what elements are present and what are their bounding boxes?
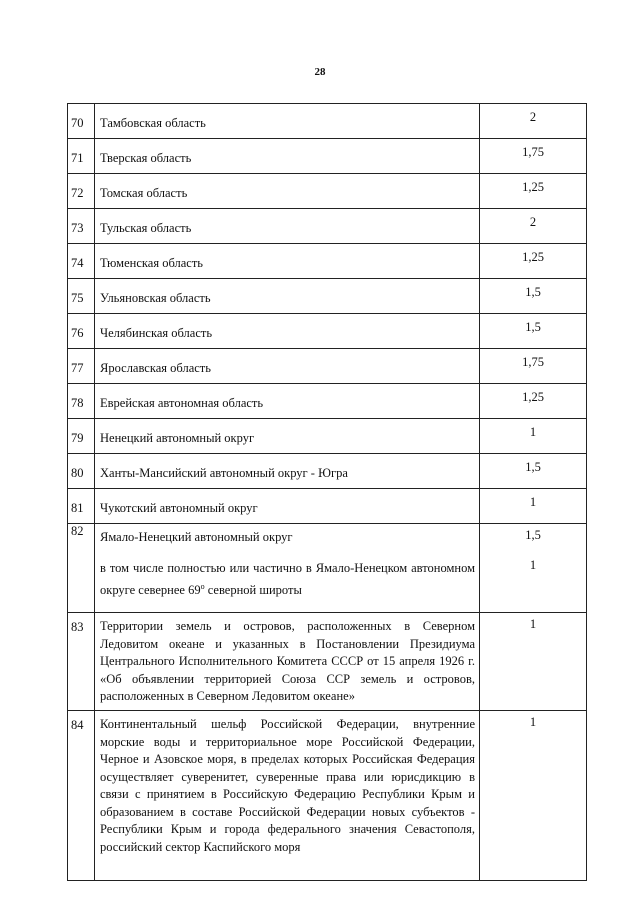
region-name: Томская область bbox=[95, 174, 480, 209]
table-row bbox=[68, 244, 587, 279]
row-number: 84 bbox=[68, 711, 95, 881]
region-name: Территории земель и островов, расположенных в Северном Ледовитом океане и указанных в Постановлении Президиума Центрального Исполнительного Комитета СССР от 15 апреля 1926 г. «Об объявлении территорией Союза ССР земель и островов, расположенных в Северном Ледовитом океане» bbox=[95, 613, 480, 711]
region-name-cell bbox=[95, 524, 480, 613]
row-number: 77 bbox=[68, 349, 95, 384]
coefficient-value: 1,5 bbox=[480, 279, 587, 314]
row-number: 75 bbox=[68, 279, 95, 314]
row-number: 76 bbox=[68, 314, 95, 349]
coefficient-value: 1 bbox=[480, 489, 587, 524]
row-number: 72 bbox=[68, 174, 95, 209]
coefficient-value: 1,5 bbox=[480, 454, 587, 489]
row-number: 83 bbox=[68, 613, 95, 711]
coefficient-value: 1 bbox=[480, 711, 587, 881]
table-row bbox=[68, 139, 587, 174]
region-subnote bbox=[100, 556, 475, 599]
row-number: 71 bbox=[68, 139, 95, 174]
page-number: 28 bbox=[314, 66, 326, 78]
row-number: 70 bbox=[68, 104, 95, 139]
table-row bbox=[68, 209, 587, 244]
region-name: Ульяновская область bbox=[95, 279, 480, 314]
coefficient-value: 2 bbox=[480, 104, 587, 139]
table-row bbox=[68, 419, 587, 454]
table-row bbox=[68, 314, 587, 349]
region-name: Ненецкий автономный округ bbox=[95, 419, 480, 454]
region-name: Тамбовская область bbox=[95, 104, 480, 139]
region-name: Тюменская область bbox=[95, 244, 480, 279]
table-row bbox=[68, 489, 587, 524]
coefficient-value: 1,5 bbox=[480, 314, 587, 349]
table-row bbox=[68, 454, 587, 489]
coefficient-value: 1,25 bbox=[480, 174, 587, 209]
region-subnote-text: в том числе полностью или частично в Ямало-Ненецком автономном округе севернее 69 bbox=[100, 561, 475, 597]
region-name: Чукотский автономный округ bbox=[95, 489, 480, 524]
coefficient-value: 1,75 bbox=[480, 349, 587, 384]
row-number: 81 bbox=[68, 489, 95, 524]
region-name: Континентальный шельф Российской Федерации, внутренние морские воды и территориальное море Российской Федерации, Черное и Азовское моря, в пределах которых Российская Федерация осуществляет суверенитет, суверенные права или юрисдикцию в связи с принятием в Российскую Федерацию Республики Крым и образованием в составе Российской Федерации новых субъектов - Республики Крым и города федерального значения Севастополя, российский сектор Каспийского моря bbox=[95, 711, 480, 881]
row-number: 82 bbox=[68, 524, 95, 613]
table-row bbox=[68, 279, 587, 314]
region-name: Ямало-Ненецкий автономный округ bbox=[100, 530, 293, 544]
degree-mark: о bbox=[200, 581, 205, 591]
row-number: 80 bbox=[68, 454, 95, 489]
region-name: Челябинская область bbox=[95, 314, 480, 349]
coefficient-value: 1 bbox=[480, 613, 587, 711]
table-row-84 bbox=[68, 711, 587, 881]
row-number: 73 bbox=[68, 209, 95, 244]
regions-table bbox=[67, 103, 587, 881]
coefficient-cell bbox=[480, 524, 587, 613]
region-subnote-tail: северной широты bbox=[204, 582, 302, 597]
region-name: Ханты-Мансийский автономный округ - Югра bbox=[95, 454, 480, 489]
coefficient-value: 1,5 bbox=[525, 528, 541, 542]
table-row bbox=[68, 349, 587, 384]
coefficient-subvalue: 1 bbox=[529, 558, 537, 572]
row-number: 78 bbox=[68, 384, 95, 419]
region-name: Ярославская область bbox=[95, 349, 480, 384]
region-name: Еврейская автономная область bbox=[95, 384, 480, 419]
table-row-82 bbox=[68, 524, 587, 613]
table-row-83 bbox=[68, 613, 587, 711]
coefficient-value: 1 bbox=[480, 419, 587, 454]
table-row bbox=[68, 104, 587, 139]
region-name: Тульская область bbox=[95, 209, 480, 244]
row-number: 79 bbox=[68, 419, 95, 454]
coefficient-value: 1,25 bbox=[480, 244, 587, 279]
region-name: Тверская область bbox=[95, 139, 480, 174]
coefficient-value: 2 bbox=[480, 209, 587, 244]
coefficient-value: 1,25 bbox=[480, 384, 587, 419]
table-row bbox=[68, 384, 587, 419]
table-row bbox=[68, 174, 587, 209]
row-number: 74 bbox=[68, 244, 95, 279]
coefficient-value: 1,75 bbox=[480, 139, 587, 174]
